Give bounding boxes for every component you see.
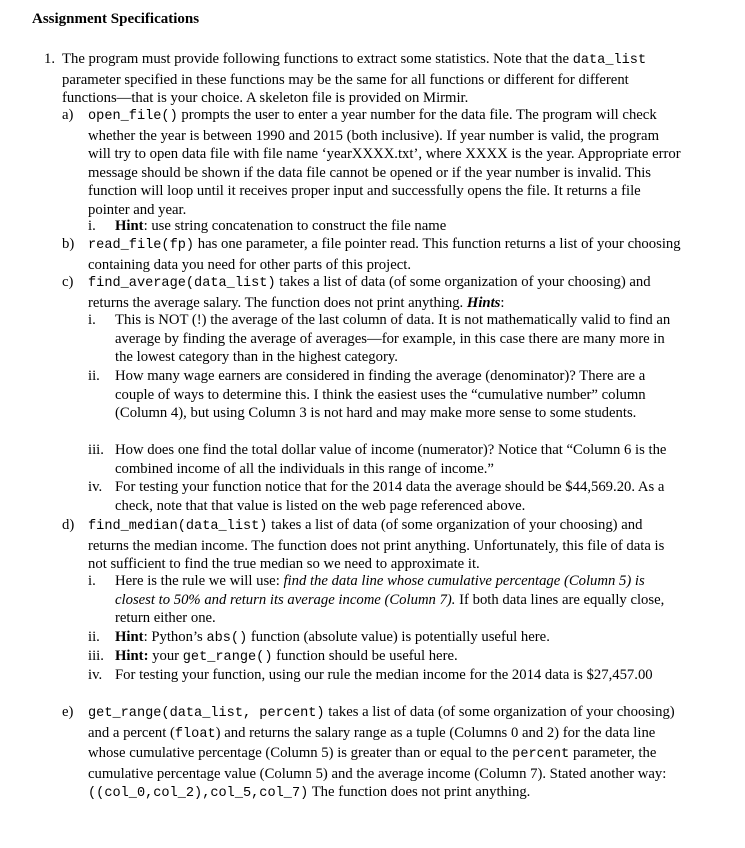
- item-b-description: has one parameter, a file pointer read. This function returns a list of your choosing containing data you need for other parts of this project.: [88, 236, 681, 273]
- item-d-iv-text: For testing your function, using our rule the median income for the 2014 data is $27,457.00: [115, 667, 653, 683]
- item-d-i-label: i.: [88, 573, 96, 589]
- hints-colon: :: [500, 294, 505, 311]
- item-a-description: prompts the user to enter a year number for the data file. The program will check whether the year is between 1990 and 2015 (both inclusive). If year number is valid, the program will try to open data file with file name ‘yearXXXX.txt’, where XXXX is the year. Appropriate error message should be shown if the data file cannot be opened or if the year number is invalid. This function will loop until it receives proper input and successfully opens the file. It returns a file pointer and year.: [88, 107, 681, 218]
- item-d-ii-label: ii.: [88, 629, 100, 645]
- find-average-code: find_average(data_list): [88, 276, 276, 291]
- open-file-code: open_file(): [88, 109, 178, 124]
- item-1-intro: [62, 50, 685, 108]
- item-b-text: [88, 235, 685, 274]
- item-c-i-label: i.: [88, 312, 96, 328]
- item-a-label: a): [62, 107, 74, 123]
- item-d-i-text: [115, 572, 685, 628]
- hint-text: function (absolute value) is potentially useful here.: [250, 629, 550, 645]
- hint-label: Hint:: [115, 648, 149, 664]
- item-c-label: c): [62, 274, 74, 290]
- section-heading: Assignment Specifications: [32, 11, 200, 27]
- item-d-iii-text: [115, 647, 685, 668]
- hint-text: your: [152, 648, 180, 664]
- hints-label: Hints: [466, 294, 501, 311]
- float-code: float: [174, 726, 216, 742]
- item-d-iii-label: iii.: [88, 648, 104, 664]
- data-list-code: data_list: [572, 53, 647, 68]
- item-e-text-1: takes a list of data (of some organization of your choosing) and a percent (: [88, 704, 675, 741]
- item-c-i-text: This is NOT (!) the average of the last column of data. It is not mathematically valid to find an average by finding the average of averages—for example, in this case there are many more in the lowest category than in the highest category.: [115, 312, 671, 366]
- item-e-text-2: ) and returns the salary range as a tuple (Columns 0 and 2) for the data line whose cumulative percentage (Column 5) is greater than or equal to the: [88, 724, 656, 762]
- item-c-iv-text: For testing your function notice that for the 2014 data the average should be $44,569.20. As a check, note that that value is listed on the web page referenced above.: [115, 479, 665, 514]
- item-d-description: takes a list of data (of some organization of your choosing) and returns the median income. The function does not print anything. Unfortunately, this file of data is not sufficient to find the true median so we need to approximate it.: [88, 517, 665, 573]
- read-file-code: read_file(fp): [88, 238, 195, 253]
- item-1-intro-text-b: parameter specified in these functions may be the same for all functions or different for different functions—that is your choice. A skeleton file is provided on Mirmir.: [62, 71, 629, 107]
- item-e-text-3: parameter, the cumulative percentage value (Column 5) and the average income (Column 7). Stated another way:: [88, 745, 667, 782]
- item-c-ii-text: How many wage earners are considered in finding the average (denominator)? There are a couple of ways to determine this. I think the easiest uses the “cumulative number” column (Column 4), but using Column 3 is not hard and may make more sense to some students.: [115, 368, 646, 422]
- item-d-label: d): [62, 517, 75, 533]
- item-d-ii-text: [115, 628, 685, 649]
- rule-tie-note: If both data lines are equally close, return either one.: [115, 591, 665, 627]
- item-d-text: [88, 516, 685, 574]
- hint-text: : Python’s: [143, 629, 203, 645]
- item-1-intro-text-a: The program must provide following functions to extract some statistics. Note that the: [62, 51, 570, 67]
- item-c-iv-label: iv.: [88, 479, 103, 495]
- item-1-number: 1.: [44, 51, 56, 67]
- percent-code: percent: [512, 747, 570, 763]
- rule-intro: Here is the rule we will use:: [115, 573, 280, 589]
- hint-label: Hint: [115, 629, 144, 645]
- item-c-ii-label: ii.: [88, 368, 100, 384]
- item-a-hint-text: : use string concatenation to construct the file name: [143, 218, 447, 234]
- item-d-iv-label: iv.: [88, 667, 103, 683]
- item-b-label: b): [62, 236, 75, 252]
- tuple-code: ((col_0,col_2),col_5,col_7): [88, 786, 309, 802]
- find-median-code: find_median(data_list): [88, 519, 268, 534]
- item-c-iii-label: iii.: [88, 442, 104, 458]
- median-rule: find the data line whose cumulative percentage (Column 5) is closest to 50% and return its average income (Column 7).: [115, 573, 645, 608]
- item-c-iii-text: How does one find the total dollar value of income (numerator)? Notice that “Column 6 is the combined income of all the individuals in this range of income.”: [115, 442, 667, 477]
- hint-label: Hint: [115, 218, 144, 234]
- get-range-code: get_range(): [182, 650, 273, 665]
- item-c-description: takes a list of data (of some organization of your choosing) and returns the average salary. The function does not print anything.: [88, 274, 651, 311]
- item-a-hint: [115, 217, 685, 236]
- item-a-text: [88, 106, 685, 220]
- item-e-label: e): [62, 704, 74, 720]
- item-e-text: [88, 703, 685, 804]
- get-range-signature-code: get_range(data_list, percent): [88, 706, 325, 721]
- item-c-text: [88, 273, 685, 312]
- item-e-text-4: The function does not print anything.: [311, 784, 531, 801]
- abs-code: abs(): [206, 631, 248, 646]
- hint-text: function should be useful here.: [276, 648, 458, 664]
- item-a-i-label: i.: [88, 218, 96, 234]
